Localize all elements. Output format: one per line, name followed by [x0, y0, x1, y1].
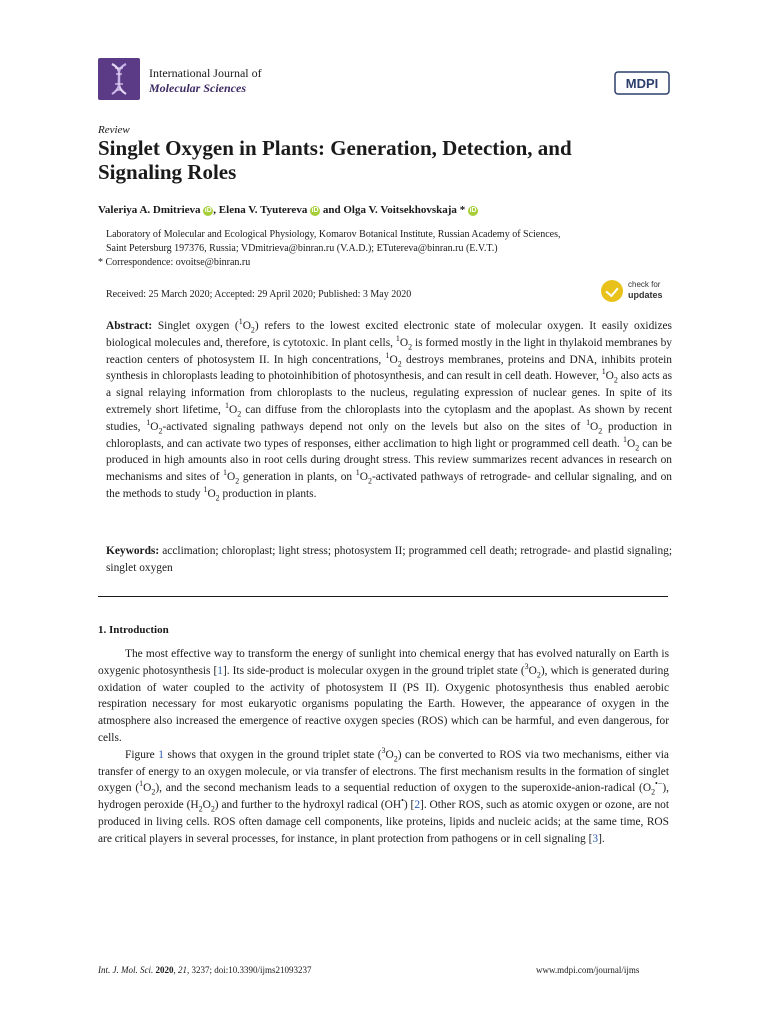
abstract-text: O	[605, 370, 614, 383]
author-3[interactable]: Olga V. Voitsekhovskaja	[343, 204, 457, 216]
abstract-text: generation in plants, on	[239, 471, 356, 484]
introduction-body	[98, 646, 669, 848]
abstract-text: O	[399, 336, 409, 349]
subscript: 2	[250, 325, 255, 335]
abstract	[106, 318, 672, 503]
correspondence: * Correspondence: ovoitse@binran.ru	[98, 257, 251, 268]
subscript: 2	[397, 358, 402, 368]
superscript: 1	[238, 317, 243, 327]
abstract-text: O	[228, 403, 238, 416]
reference-link-2[interactable]: 2	[414, 799, 421, 812]
superscript: 1	[385, 350, 390, 360]
abstract-text: O	[389, 353, 398, 366]
abstract-text: production in chloroplasts, and can activate two types of responses, either acclimation to high light or programmed cell death.	[106, 420, 672, 450]
orcid-icon[interactable]: iD	[469, 207, 477, 214]
abstract-text: can diffuse from the chloroplasts into the cytoplasm and the apoplast. As shown by recent studies,	[106, 403, 672, 433]
publication-dates: Received: 25 March 2020; Accepted: 29 April 2020; Published: 3 May 2020	[106, 289, 412, 300]
subscript: 2	[598, 426, 603, 436]
superscript: 1	[224, 401, 229, 411]
abstract-text: O	[150, 420, 159, 433]
section-heading-introduction: 1. Introduction	[98, 624, 169, 636]
figure-link-1[interactable]: 1	[158, 748, 164, 761]
check-for-label: check for	[628, 280, 661, 289]
keywords-heading: Keywords:	[106, 545, 160, 557]
subscript: 2	[408, 342, 413, 352]
journal-logo	[98, 58, 140, 100]
superscript: 1	[622, 434, 627, 444]
superscript: 1	[355, 468, 360, 478]
journal-url-link[interactable]: www.mdpi.com/journal/ijms	[536, 965, 640, 975]
superscript: 1	[223, 468, 227, 478]
superscript: 1	[146, 417, 151, 427]
keywords	[106, 543, 672, 577]
abstract-text: O	[359, 471, 368, 484]
intro-paragraph-2: Figure 1 shows that oxygen in the ground triplet state $(^3O_2)$ can be converted to ROS via two mechanisms, either via transfer of energy to an oxygen molecule, or via transfer of electrons. The first mechanism results in the formation of singlet oxygen $(^1O_2)$, and the second mechanism leads to a sequential reduction of oxygen to the superoxide-anion-radical $(O_2^{•-})$, hydrogen peroxide $(H_2O_2)$ and further to the hydroxyl radical (OH•) [2]. Other ROS, such as atomic oxygen or ozone, are not produced in living cells. ROS often damage cell components, like proteins, lipids and nucleic acids; at the same time, ROS are critical players in several processes, for instance, in plant protection from pathogens or in cell signaling [3].	[98, 745, 669, 845]
svg-text:MDPI: MDPI	[625, 76, 659, 91]
subscript: 2	[367, 476, 372, 486]
reference-link-3[interactable]: 3	[592, 832, 599, 845]
reference-link-1[interactable]: 1	[217, 664, 223, 677]
abstract-text: also acts as a signal relaying information from chloroplasts to the nucleus, regulating expression of nuclear genes. In spite of its extremely short lifetime,	[106, 370, 672, 416]
subscript: 2	[235, 476, 240, 486]
dna-helix-icon	[98, 58, 140, 100]
orcid-icon[interactable]: iD	[311, 207, 319, 214]
check-for-updates-button[interactable]	[601, 280, 681, 302]
superscript: 1	[601, 367, 606, 377]
mdpi-logo[interactable]	[614, 71, 670, 95]
author-joiner-1: ,	[213, 204, 219, 216]
article-title: Singlet Oxygen in Plants: Generation, Detection, and Signaling Roles	[98, 136, 572, 184]
abstract-text: O	[207, 487, 216, 500]
author-joiner-2: and	[320, 204, 344, 216]
abstract-text: ) refers to the lowest excited electronic state of molecular oxygen. It easily oxidizes biological molecules and, therefore, is cytotoxic. In plant cells,	[106, 320, 672, 349]
superscript: 1	[586, 417, 591, 427]
abstract-text: O	[227, 471, 236, 484]
abstract-text: can be produced in high amounts also in root cells during drought stress. This review summarizes recent advances in research on mechanisms and sites of	[106, 437, 672, 484]
subscript: 2	[158, 426, 163, 436]
footer-doi: , 3237; doi:10.3390/ijms21093237	[187, 965, 312, 975]
author-joiner-3: *	[456, 204, 466, 216]
abstract-text: O	[626, 437, 636, 450]
subscript: 2	[635, 442, 640, 452]
keywords-text: acclimation; chloroplast; light stress; photosystem II; programmed cell death; retrograde- and plastid signaling; singlet oxygen	[106, 545, 672, 574]
footer-year: 2020	[155, 965, 174, 975]
citation-footer: Int. J. Mol. Sci. 2020, 21, 3237; doi:10.3390/ijms21093237	[98, 965, 312, 975]
footer-volume: 21	[178, 965, 187, 975]
section-divider	[98, 596, 668, 597]
superscript: 1	[395, 334, 400, 343]
abstract-text: is formed mostly in the light in thylakoid membranes by reaction centers of photosystem II. In high concentrations,	[106, 336, 673, 366]
subscript: 2	[237, 409, 242, 419]
affiliation-line-1: Laboratory of Molecular and Ecological Physiology, Komarov Botanical Institute, Russian Academy of Sciences,	[106, 229, 561, 240]
abstract-text: Singlet oxygen (	[152, 320, 239, 332]
abstract-heading: Abstract:	[106, 320, 153, 332]
orcid-icon[interactable]: iD	[204, 207, 212, 214]
affiliation-line-2: Saint Petersburg 197376, Russia; VDmitrieva@binran.ru (V.A.D.); ETutereva@binran.ru (E.V.T.)	[106, 243, 498, 254]
journal-name	[149, 66, 262, 96]
abstract-text: -activated pathways of retrograde- and cellular signaling, and on the methods to study	[106, 471, 672, 500]
subscript: 2	[215, 493, 220, 503]
footer-journal-abbrev: Int. J. Mol. Sci.	[98, 965, 154, 975]
affiliation-block	[98, 228, 674, 270]
abstract-body	[106, 317, 673, 503]
check-icon	[601, 280, 623, 302]
abstract-text: production in plants.	[219, 487, 317, 500]
article-type-label: Review	[98, 124, 130, 136]
journal-name-line1: International Journal of	[149, 66, 262, 80]
abstract-text: destroys membranes, proteins and DNA, inhibits protein synthesis in chloroplasts leading to photoinhibition of photosynthesis, and can result in cell death. However,	[106, 353, 672, 383]
journal-name-line2: Molecular Sciences	[149, 81, 246, 95]
abstract-text: O	[590, 420, 599, 433]
author-2[interactable]: Elena V. Tyutereva	[218, 204, 308, 216]
updates-label: updates	[628, 290, 663, 300]
abstract-text: -activated signaling pathways depend not only on the levels but also on the sites of	[162, 420, 587, 433]
author-1[interactable]: Valeriya A. Dmitrieva	[98, 204, 201, 216]
intro-paragraph-1: The most effective way to transform the energy of sunlight into chemical energy that has evolved naturally on Earth is oxygenic photosynthesis [1]. Its side-product is molecular oxygen in the ground triplet state $(^3O_2)$, which is generated during oxidation of water coupled to the activity of photosystem II (PS II). Oxygenic photosynthesis thus enabled aerobic respiration necessary for most eukaryotic organisms populating the Earth. However, the appearance of oxygen in the atmosphere also increased the emergence of reactive oxygen species (ROS) which can be harmful, and even dangerous, for cells.	[98, 648, 669, 744]
abstract-text: O	[242, 320, 251, 332]
subscript: 2	[613, 375, 618, 385]
author-list	[98, 204, 478, 216]
superscript: 1	[203, 485, 208, 495]
